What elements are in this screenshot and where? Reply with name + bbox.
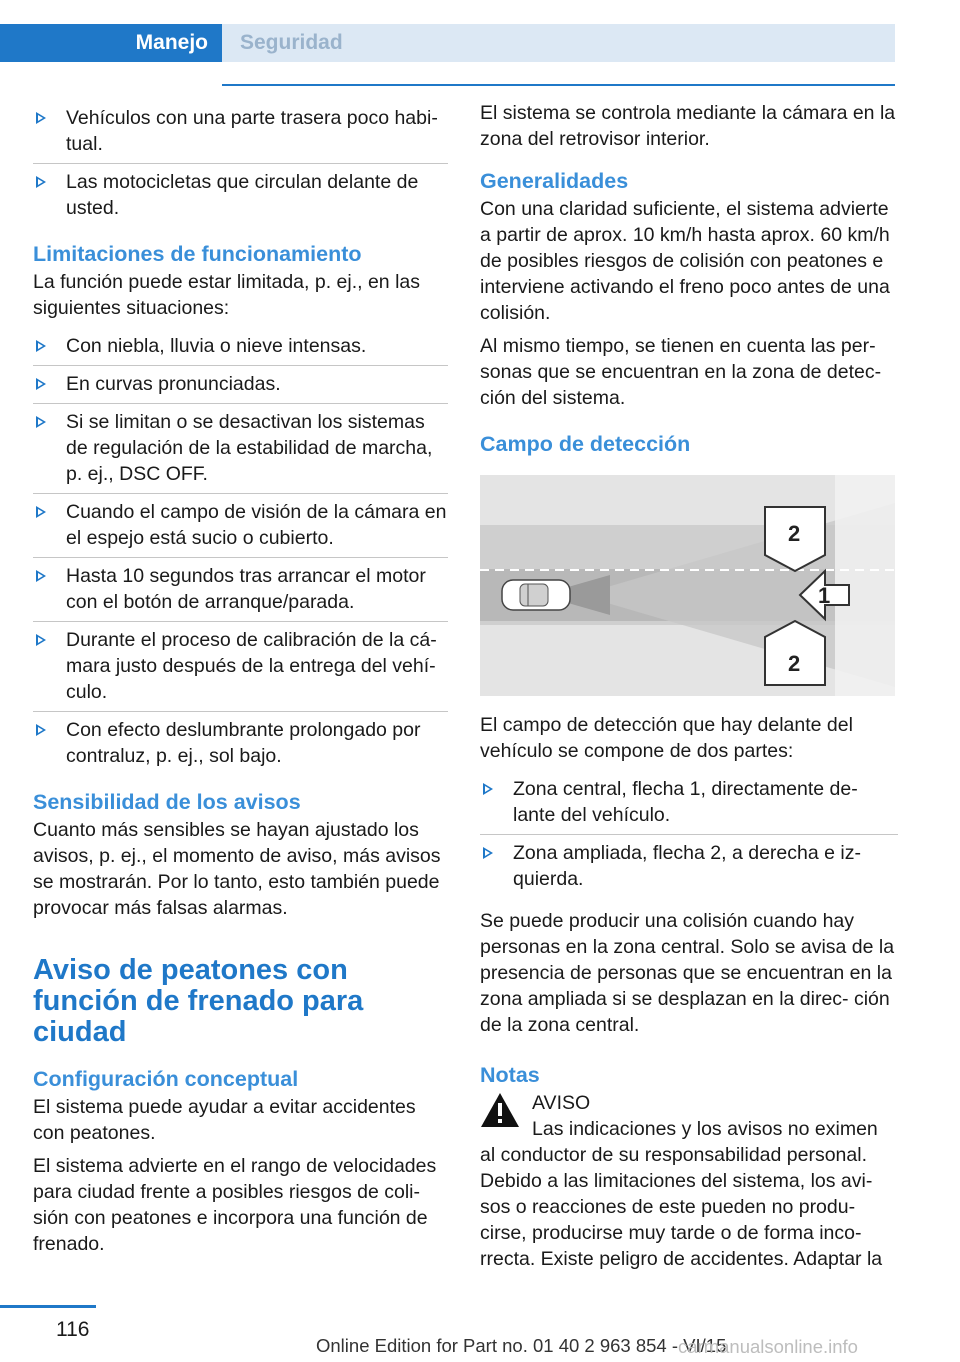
- triangle-bullet-icon: [483, 783, 493, 795]
- footer-divider: [0, 1305, 96, 1308]
- detection-heading: Campo de detección: [480, 432, 691, 456]
- list-item: Durante el proceso de calibración de la cá‐ mara justo después de la entrega del vehí‐ culo.: [33, 622, 448, 712]
- detection-list: [480, 771, 898, 898]
- triangle-bullet-icon: [36, 506, 46, 518]
- detection-field-svg: [480, 475, 895, 696]
- warning-triangle-icon: [480, 1092, 520, 1128]
- sensitivity-text: Cuanto más sensibles se hayan ajustado los avisos, p. ej., el momento de aviso, más avisos se mostrarán. Por lo tanto, esto también puede provocar más falsas alarmas.: [33, 819, 441, 919]
- triangle-bullet-icon: [36, 176, 46, 188]
- triangle-bullet-icon: [36, 634, 46, 646]
- label-1-middle: 1: [818, 583, 831, 608]
- intro-paragraph: El sistema se controla mediante la cámara en la zona del retrovisor interior.: [480, 102, 896, 150]
- detection-field-diagram: [480, 475, 895, 696]
- list-item: Hasta 10 segundos tras arrancar el motor con el botón de arranque/parada.: [33, 558, 448, 622]
- general-paragraph-2: Al mismo tiempo, se tienen en cuenta las per‐ sonas que se encuentran en la zona de detec‐ ción del sistema.: [480, 335, 882, 409]
- triangle-bullet-icon: [36, 724, 46, 736]
- right-column: [480, 100, 898, 1279]
- page-number: 116: [56, 1318, 90, 1341]
- header-tabs: [0, 24, 895, 62]
- warning-notice: [480, 1090, 898, 1116]
- limitations-intro: La función puede estar limitada, p. ej., en las siguientes situaciones:: [33, 271, 420, 319]
- triangle-bullet-icon: [36, 112, 46, 124]
- list-item: Cuando el campo de visión de la cámara en el espejo está sucio o cubierto.: [33, 494, 448, 558]
- list-item: Con efecto deslumbrante prolongado por contraluz, p. ej., sol bajo.: [33, 712, 448, 775]
- list-item: Si se limitan o se desactivan los sistemas de regulación de la estabilidad de marcha, p. ej., DSC OFF.: [33, 404, 448, 494]
- list-item: Zona ampliada, flecha 2, a derecha e iz‐ quierda.: [480, 835, 898, 898]
- left-column: [33, 100, 448, 1264]
- label-2-top: 2: [788, 521, 801, 546]
- triangle-bullet-icon: [36, 416, 46, 428]
- sensitivity-heading: Sensibilidad de los avisos: [33, 790, 301, 814]
- detection-paragraph-1: El campo de detección que hay delante del vehículo se compone de dos partes:: [480, 714, 853, 762]
- triangle-bullet-icon: [483, 847, 493, 859]
- triangle-bullet-icon: [36, 378, 46, 390]
- watermark: carmanualsonline.info: [678, 1336, 858, 1357]
- limitations-list: [33, 328, 448, 775]
- detection-paragraph-2: Se puede producir una colisión cuando hay personas en la zona central. Solo se avisa de la presencia de personas que se encuentran en la zona ampliada si se desplazan en la direc‐ ción de la zona central.: [480, 910, 895, 1036]
- tab-seguridad[interactable]: Seguridad: [222, 24, 895, 62]
- list-item: Vehículos con una parte trasera poco habi‐ tual.: [33, 100, 448, 164]
- concept-paragraph-1: El sistema puede ayudar a evitar accidentes con peatones.: [33, 1096, 416, 1144]
- list-item: Las motocicletas que circulan delante de usted.: [33, 164, 448, 227]
- section-title: Aviso de peatones con función de frenado para ciudad: [33, 954, 364, 1048]
- notes-heading: Notas: [480, 1063, 540, 1087]
- general-heading: Generalidades: [480, 169, 629, 193]
- bullet-list-top: [33, 100, 448, 227]
- notice-text: Las indicaciones y los avisos no eximen al conductor de su responsabilidad personal. Debido a las limitaciones del sistema, los avi‐ sos o reacciones de este pueden no produ‐ cirse, producirse muy tarde o de forma inco‐ rrecta. Existe peligro de accidentes. Adaptar la: [480, 1118, 883, 1270]
- limitations-heading: Limitaciones de funcionamiento: [33, 242, 362, 266]
- header-divider: [222, 84, 895, 86]
- triangle-bullet-icon: [36, 340, 46, 352]
- concept-heading: Configuración conceptual: [33, 1067, 299, 1091]
- label-2-bottom: 2: [788, 651, 801, 676]
- notice-title: AVISO: [532, 1092, 591, 1114]
- list-item: En curvas pronunciadas.: [33, 366, 448, 404]
- tab-manejo[interactable]: Manejo: [0, 24, 222, 62]
- list-item: Con niebla, lluvia o nieve intensas.: [33, 328, 448, 366]
- edition-text: Online Edition for Part no. 01 40 2 963 854 - VI/15: [316, 1335, 727, 1356]
- car-icon: [502, 580, 570, 610]
- concept-paragraph-2: El sistema advierte en el rango de velocidades para ciudad frente a posibles riesgos de coli‐ sión con peatones e incorpora una función de frenado.: [33, 1155, 437, 1255]
- triangle-bullet-icon: [36, 570, 46, 582]
- general-paragraph-1: Con una claridad suficiente, el sistema advierte a partir de aprox. 10 km/h hasta aprox. 60 km/h de posibles riesgos de colisión con peatones e interviene activando el freno poco antes de una colisión.: [480, 198, 890, 324]
- list-item: Zona central, flecha 1, directamente de‐ lante del vehículo.: [480, 771, 898, 835]
